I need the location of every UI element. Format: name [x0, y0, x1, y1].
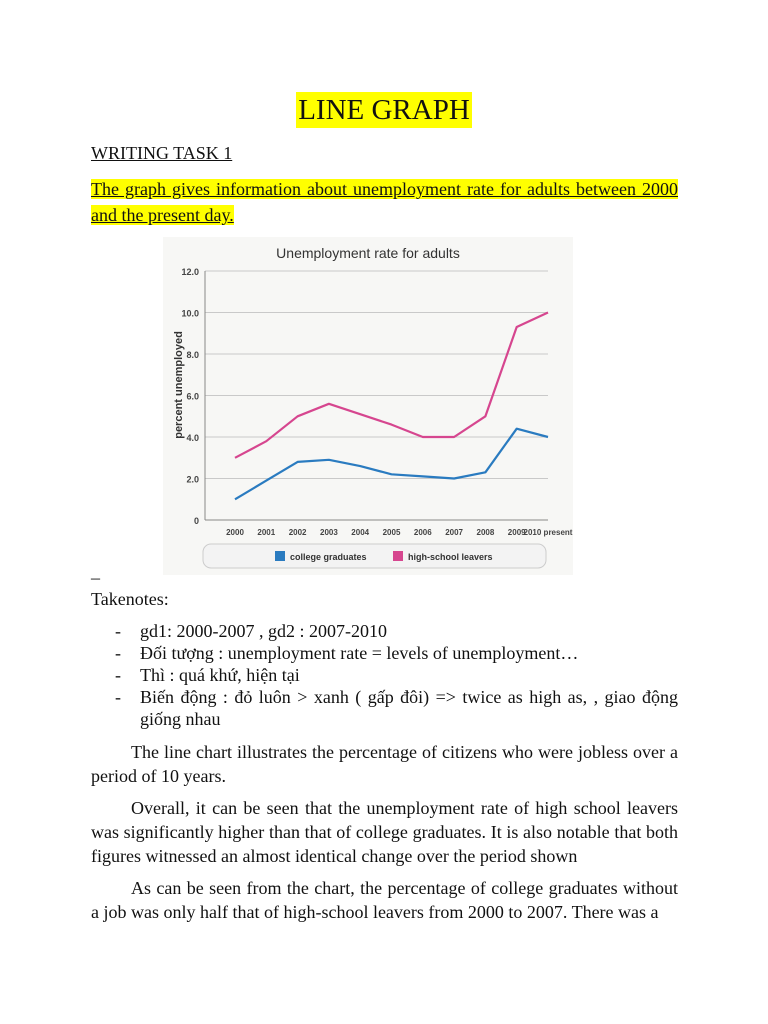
- x-tick-label: 2004: [351, 528, 370, 537]
- x-tick-label: 2009: [507, 528, 526, 537]
- x-tick-label: 2003: [320, 528, 338, 537]
- list-item: - Thì : quá khứ, hiện tại: [91, 664, 678, 686]
- x-tick-label: 2001: [257, 528, 276, 537]
- x-tick-label: 2008: [476, 528, 495, 537]
- x-tick-label: 2007: [445, 528, 463, 537]
- x-tick-label: 2002: [288, 528, 307, 537]
- x-tick-label: 2000: [226, 528, 244, 537]
- task-heading: WRITING TASK 1: [91, 143, 233, 163]
- line-chart: [163, 237, 573, 575]
- y-tick-label: 6.0: [186, 391, 199, 402]
- x-tick-label: 2005: [382, 528, 401, 537]
- series-line-high-school-leavers: [235, 313, 548, 458]
- task-prompt: The graph gives information about unemployment rate for adults between 2000 and the present day.: [91, 179, 678, 225]
- essay-paragraph: The line chart illustrates the percentage of citizens who were jobless over a period of 10 years.: [91, 742, 678, 786]
- takenotes-list: [91, 620, 678, 730]
- essay-paragraph: Overall, it can be seen that the unemployment rate of high school leavers was significantly higher than that of college graduates. It is also notable that both figures witnessed an almost identical change over the period shown: [91, 798, 678, 866]
- y-tick-label: 4.0: [186, 433, 199, 443]
- page-title: LINE GRAPH: [298, 94, 470, 126]
- y-tick-label: 8.0: [186, 350, 199, 360]
- y-tick-label: 12.0: [181, 267, 199, 277]
- legend-label: high-school leavers: [408, 552, 493, 562]
- chart-title: Unemployment rate for adults: [276, 245, 460, 261]
- series-line-college-graduates: [235, 429, 548, 500]
- takenotes-heading: Takenotes:: [91, 589, 169, 609]
- x-tick-label: 2010 present: [523, 528, 573, 537]
- list-item: - Biến động : đỏ luôn > xanh ( gấp đôi) => twice as high as, , giao động giống nhau: [91, 686, 678, 730]
- y-tick-label: 10.0: [181, 308, 199, 319]
- x-tick-label: 2006: [413, 528, 432, 537]
- essay-paragraph: As can be seen from the chart, the percentage of college graduates without a job was only half that of high-school leavers from 2000 to 2007. There was a: [91, 878, 678, 922]
- y-axis-label: percent unemployed: [173, 331, 185, 439]
- separator-mark: _: [91, 561, 100, 581]
- list-item: - Đối tượng : unemployment rate = levels of unemployment…: [91, 642, 678, 664]
- chart-svg: [163, 237, 573, 575]
- legend-box: [203, 544, 546, 568]
- y-tick-label: 2.0: [186, 474, 199, 485]
- legend-swatch: [393, 551, 403, 561]
- y-tick-label: 0: [193, 516, 199, 526]
- legend-swatch: [275, 551, 285, 561]
- legend-label: college graduates: [290, 552, 367, 562]
- list-item: - gd1: 2000-2007 , gd2 : 2007-2010: [91, 620, 678, 642]
